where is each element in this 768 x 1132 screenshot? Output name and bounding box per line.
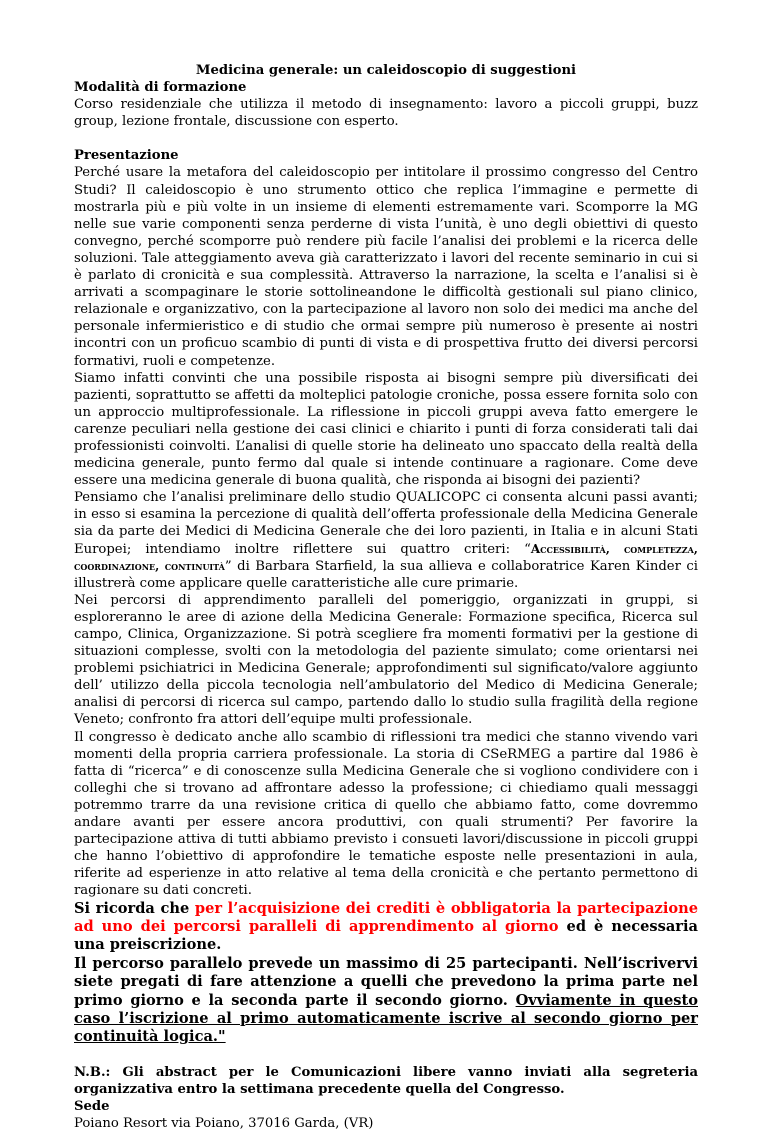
nb-note: N.B.: Gli abstract per le Comunicazioni libere vanno inviati alla segreteria organizzativa entro la settimana precedente quella del Congresso. <box>74 1064 698 1097</box>
presentazione-paragraph-4: Nei percorsi di apprendimento paralleli del pomeriggio, organizzati in gruppi, si esploreranno le aree di azione della Medicina Generale: Formazione specifica, Ricerca sul campo, Clinica, Organizzazione. Si potrà scegliere fra momenti formativi per la gestione di situazioni complesse, svolti con la metodologia del paziente simulato; come orientarsi nei problemi psichiatrici in Medicina Generale; approfondimenti sul significato/valore aggiunto dell’ utilizzo della piccola tecnologia nell’ambulatorio del Medico di Medicina Generale; analisi di percorsi di ricerca sul campo, partendo dallo lo studio sulla fragilità della regione Veneto; confronto fra attori dell’equipe multi professionale. <box>74 592 698 728</box>
credits-notice-end: ed è necessaria una preiscrizione. <box>74 917 698 954</box>
sede-heading: Sede <box>74 1098 110 1114</box>
parallel-course-text: Il percorso parallelo prevede un massimo di 25 partecipanti. Nell’iscrivervi siete pregati di fare attenzione a quelli che prevedono la prima parte nel primo giorno e la seconda parte il secondo giorno. <box>74 954 698 1009</box>
modalita-heading: Modalità di formazione <box>74 80 247 96</box>
credits-notice-start: Si ricorda che <box>74 899 195 917</box>
presentazione-paragraph-3 <box>74 489 698 592</box>
presentazione-heading: Presentazione <box>74 148 179 164</box>
paragraph-3-end: ” di Barbara Starfield, la sua allieva e collaboratrice Karen Kinder ci illustrerà come applicare quelle caratteristiche alle cure primarie. <box>74 558 698 591</box>
parallel-course-underlined: Ovviamente in questo caso l’iscrizione al primo automaticamente iscrive al secondo giorno per continuità logica." <box>74 991 698 1046</box>
spacer <box>74 130 698 147</box>
presentazione-paragraph-1: Perché usare la metafora del caleidoscopio per intitolare il prossimo congresso del Centro Studi? Il caleidoscopio è uno strumento ottico che replica l’immagine e permette di mostrarla più e più volte in un insieme di elementi estremamente vari. Scomporre la MG nelle sue varie componenti senza perderne di vista l’unità, è uno degli obiettivi di questo convegno, perché scomporre può rendere più facile l’analisi dei problemi e la ricerca delle soluzioni. Tale atteggiamento aveva già caratterizzato i lavori del recente seminario in cui si è parlato di cronicità e sua complessità. Attraverso la narrazione, la scelta e l’analisi si è arrivati a scompaginare le storie sottolineandone le difficoltà gestionali sul piano clinico, relazionale e organizzativo, con la partecipazione al lavoro non solo dei medici ma anche del personale infermieristico e di studio che ormai sempre più numeroso è presente ai nostri incontri con un proficuo scambio di punti di vista e di prospettiva frutto dei diversi percorsi formativi, ruoli e competenze. <box>74 165 698 369</box>
starfield-criteria: Accessibilità, completezza, coordinazione, continuità <box>74 541 698 573</box>
document-title: Medicina generale: un caleidoscopio di suggestioni <box>195 63 577 78</box>
credits-notice <box>74 900 698 955</box>
modalita-text: Corso residenziale che utilizza il metodo di insegnamento: lavoro a piccoli gruppi, buzz group, lezione frontale, discussione con esperto. <box>74 97 698 130</box>
presentazione-paragraph-2: Siamo infatti convinti che una possibile risposta ai bisogni sempre più diversificati dei pazienti, soprattutto se affetti da molteplici patologie croniche, possa essere fornita solo con un approccio multiprofessionale. La riflessione in piccoli gruppi aveva fatto emergere le carenze peculiari nella gestione dei casi clinici e chiarito i punti di forza considerati tali dai professionisti coinvolti. L’analisi di quelle storie ha delineato uno spaccato della realtà della medicina generale, punto fermo dal quale si intende continuare a ragionare. Come deve essere una medicina generale di buona qualità, che risponda ai bisogni dei pazienti? <box>74 370 698 489</box>
document-page <box>74 62 698 1132</box>
paragraph-3-start: Pensiamo che l’analisi preliminare dello studio QUALICOPC ci consenta alcuni passi avanti; in esso si esamina la percezione di qualità dell’offerta professionale della Medicina Generale sia da parte dei Medici di Medicina Generale che dei loro pazienti, in Italia e in alcuni Stati Europei; intendiamo inoltre riflettere sui quattro criteri: “ <box>74 490 698 557</box>
sede-text: Poiano Resort via Poiano, 37016 Garda, (VR) <box>74 1116 374 1132</box>
credits-notice-highlight: per l’acquisizione dei crediti è obbligatoria la partecipazione ad uno dei percorsi paralleli di apprendimento al giorno <box>74 899 698 935</box>
parallel-course-notice <box>74 955 698 1047</box>
presentazione-paragraph-5: Il congresso è dedicato anche allo scambio di riflessioni tra medici che stanno vivendo vari momenti della propria carriera professionale. La storia di CSeRMEG a partire dal 1986 è fatta di “ricerca” e di conoscenze sulla Medicina Generale che si vogliono condividere con i colleghi che si trovano ad affrontare adesso la professione; ci chiediamo quali messaggi potremmo trarre da una revisione critica di quello che abbiamo fatto, come dovremmo andare avanti per essere ancora produttivi, con quali strumenti? Per favorire la partecipazione attiva di tutti abbiamo previsto i consueti lavori/discussione in piccoli gruppi che hanno l’obiettivo di approfondire le tematiche esposte nelle presentazioni in aula, riferite ad esperienze in atto relative al tema della cronicità e che pertanto permettono di ragionare su dati concreti. <box>74 729 698 899</box>
spacer <box>74 1047 698 1064</box>
